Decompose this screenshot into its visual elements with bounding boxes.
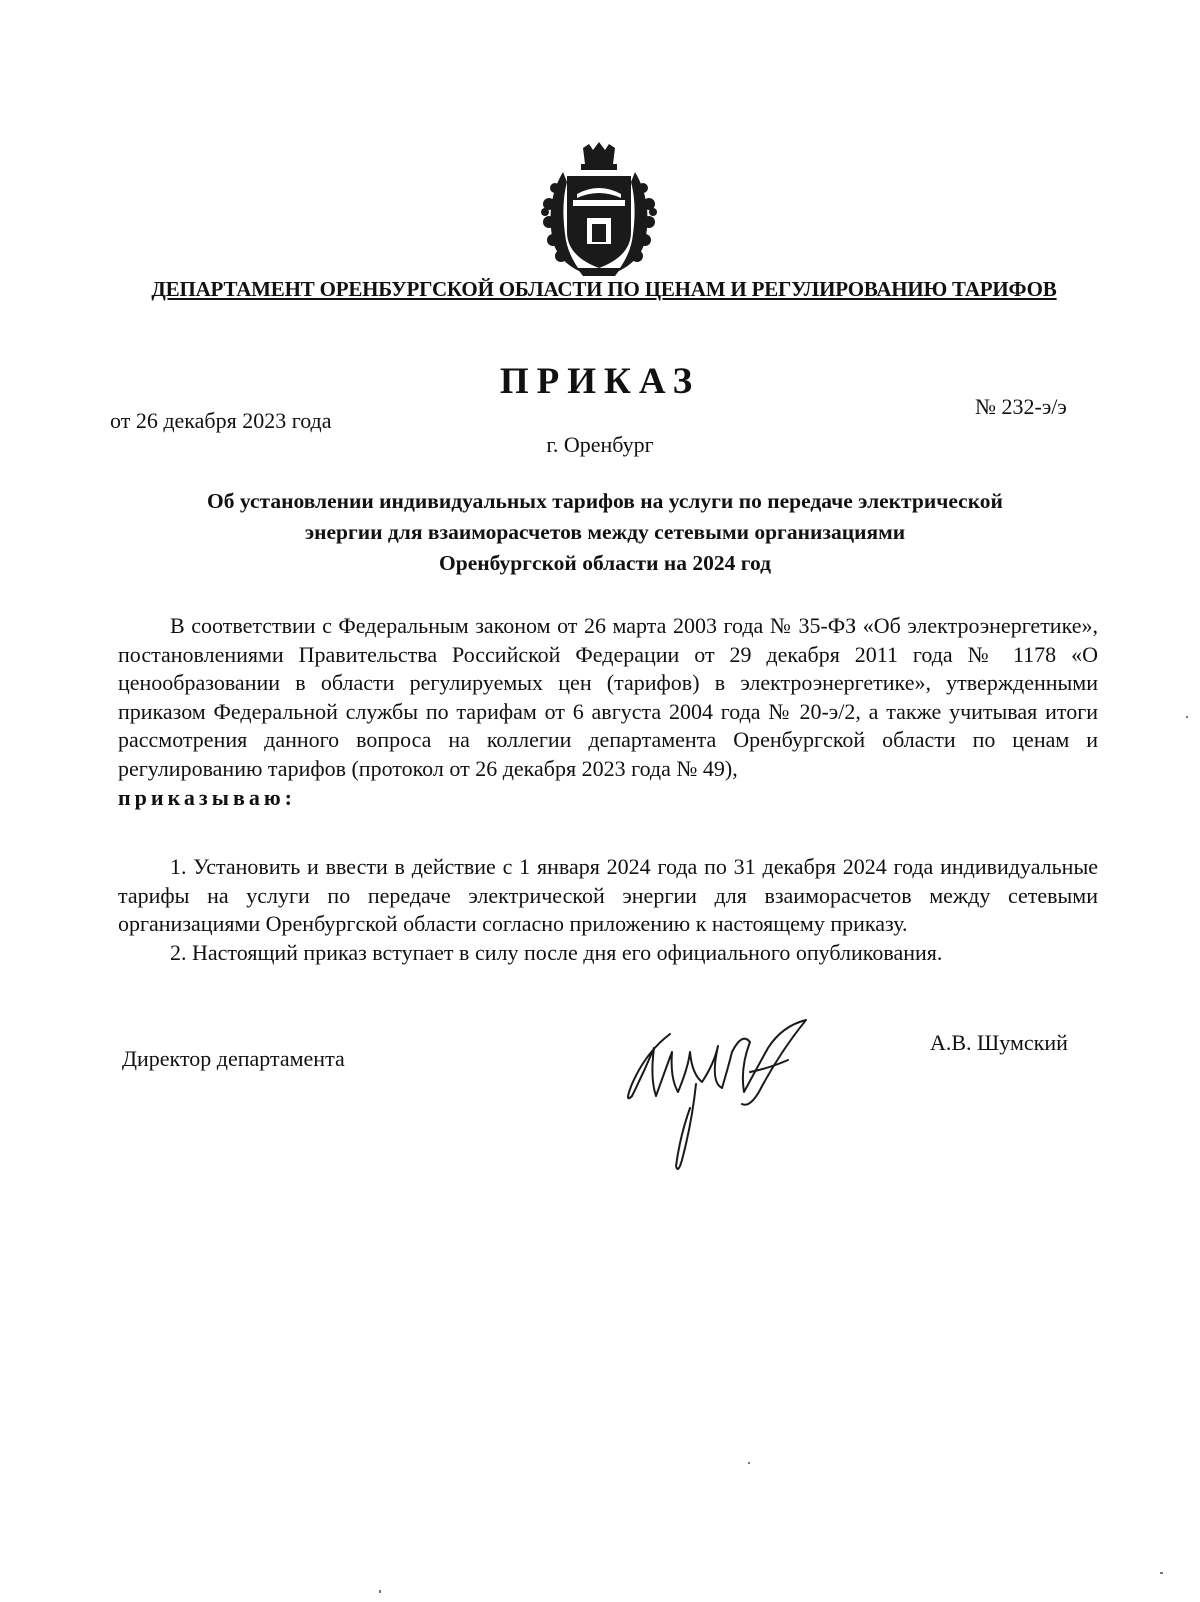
coat-of-arms-icon <box>537 142 661 280</box>
document-date: от 26 декабря 2023 года <box>110 408 332 433</box>
document-preamble <box>118 612 1098 812</box>
order-word: приказываю: <box>118 784 296 810</box>
scan-speck <box>379 1590 381 1593</box>
handwritten-signature-icon <box>610 1012 840 1182</box>
scan-speck <box>1186 716 1188 718</box>
scan-speck <box>1160 1572 1163 1574</box>
document-city: г. Оренбург <box>546 432 654 457</box>
subject-line: Оренбургской области на 2024 год <box>439 551 771 575</box>
document-subject <box>110 486 1100 579</box>
order-point: 2. Настоящий приказ вступает в силу после дня его официального опубликования. <box>170 939 943 965</box>
order-points <box>118 853 1098 967</box>
scan-speck <box>748 1462 750 1464</box>
subject-line: энергии для взаиморасчетов между сетевыми организациями <box>304 520 906 544</box>
department-name: ДЕПАРТАМЕНТ ОРЕНБУРГСКОЙ ОБЛАСТИ ПО ЦЕНАМ И РЕГУЛИРОВАНИЮ ТАРИФОВ <box>151 277 1057 301</box>
signatory-name: А.В. Шумский <box>930 1030 1068 1055</box>
preamble-text: В соответствии с Федеральным законом от 26 марта 2003 года № 35-ФЗ «Об электроэнергетике», постановлениями Правительства Российской Федерации от 29 декабря 2011 года № 1178 «О ценообразовании в области регулируемых цен (тарифов) в электроэнергетике», утвержденными приказом Федеральной службы по тарифам от 6 августа 2004 года № 20-э/2, а также учитывая итоги рассмотрения данного вопроса на коллегии департамента Оренбургской области по ценам и регулированию тарифов (протокол от 26 декабря 2023 года № 49), <box>118 613 1098 781</box>
subject-line: Об установлении индивидуальных тарифов на услуги по передаче электрической <box>207 489 1003 513</box>
document-number: № 232-э/э <box>975 394 1067 419</box>
order-point: 1. Установить и ввести в действие с 1 января 2024 года по 31 декабря 2024 года индивидуальные тарифы на услуги по передаче электрической энергии для взаиморасчетов между сетевыми организациями Оренбургской области согласно приложению к настоящему приказу. <box>118 854 1098 937</box>
document-type-title: ПРИКАЗ <box>499 361 701 402</box>
signatory-role: Директор департамента <box>122 1046 345 1071</box>
